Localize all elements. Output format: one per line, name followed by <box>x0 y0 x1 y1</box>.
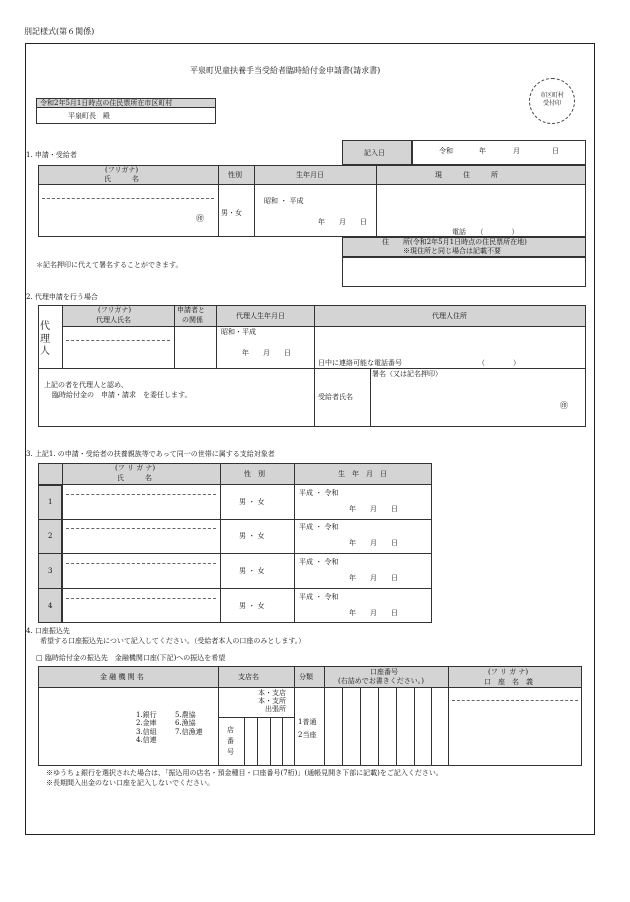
section2-heading: 2. 代理申請を行う場合 <box>26 293 98 301</box>
dependent-era[interactable]: 平成 ・ 令和 <box>299 523 339 531</box>
account-type-option[interactable]: 2当座 <box>298 731 317 740</box>
stamp-line1: 市区町村 <box>539 92 564 99</box>
agent-side-char: 人 <box>40 346 50 357</box>
holder-name-label: 口 座 名 義 <box>484 678 533 686</box>
dependent-furigana-divider <box>66 528 216 529</box>
branch-number-label <box>227 725 234 758</box>
account-type-list[interactable] <box>298 716 316 743</box>
recipient-name-label: 受給者氏名 <box>318 393 353 401</box>
agent-name-label: 代理人氏名 <box>96 316 131 324</box>
dependent-gender[interactable]: 男 ・ 女 <box>239 567 265 575</box>
prev-address-note: ※現住所と同じ場合は記載不要 <box>403 247 501 255</box>
account-type-option[interactable]: 1普通 <box>298 718 317 726</box>
dependent-furigana-divider <box>66 494 216 495</box>
bank-type-option[interactable]: 5.農協 <box>175 711 196 719</box>
dependents-name-label: 氏 名 <box>117 474 152 482</box>
dependent-gender[interactable]: 男 ・ 女 <box>239 498 265 506</box>
entry-date-era: 令和 <box>439 147 453 155</box>
bank-name-label: 金 融 機 関 名 <box>100 673 144 681</box>
form-title: 平泉町児童扶養手当受給者臨時給付金申請書(請求書) <box>190 66 381 75</box>
dependent-era[interactable]: 平成 ・ 令和 <box>299 558 339 566</box>
dependent-row-number: 1 <box>48 498 53 506</box>
dependent-ymd: 年 月 日 <box>349 574 398 582</box>
agent-furigana-label: (フリガナ) <box>98 306 132 314</box>
account-number-note: (右詰めでお書きください。) <box>338 677 424 685</box>
stamp-line2: 受付印 <box>542 100 561 108</box>
section4-heading: 4. 口座振込先 <box>26 627 70 635</box>
agent-side-char: 理 <box>40 333 50 345</box>
applicant-birth-ymd: 年 月 日 <box>318 218 367 226</box>
reception-stamp <box>529 78 575 124</box>
delegate-line2[interactable]: 臨時給付金の 申請・請求 を委任します。 <box>52 391 192 399</box>
dependent-era[interactable]: 平成 ・ 令和 <box>299 489 339 497</box>
bank-type-option[interactable]: 3.信組 <box>136 727 157 736</box>
agent-header-row <box>62 305 586 327</box>
delegate-line1: 上記の者を代理人と認め、 <box>44 381 128 389</box>
agent-phone-field[interactable]: （ ） <box>478 359 520 367</box>
agent-side-label <box>40 321 50 359</box>
bank-type-option[interactable]: 7.信漁連 <box>175 727 203 736</box>
dependent-ymd: 年 月 日 <box>349 539 398 547</box>
bank-type-option[interactable]: 2.金庫 <box>136 719 157 728</box>
applicant-gender-options[interactable]: 男・女 <box>221 209 242 217</box>
agent-birth-ymd: 年 月 日 <box>242 349 291 357</box>
branch-number-char: 店 <box>227 726 234 734</box>
section1-heading: 1. 申請・受給者 <box>26 151 77 159</box>
furigana-divider <box>42 198 214 199</box>
applicant-seal: ㊞ <box>196 214 204 223</box>
bank-type-option[interactable]: 6.漁協 <box>175 719 196 728</box>
applicant-address-label: 現 住 所 <box>435 171 498 179</box>
agent-birth-eras[interactable]: 昭和・平成 <box>221 328 256 336</box>
bank-type-list-1[interactable] <box>136 711 157 745</box>
dependent-gender[interactable]: 男 ・ 女 <box>239 532 265 540</box>
account-type-label: 分類 <box>299 673 313 681</box>
section4-instruction: 希望する口座振込先について記入してください。（受給者本人の口座のみとします。） <box>40 637 306 645</box>
entry-date-year: 年 <box>479 147 486 155</box>
holder-furigana-divider <box>452 700 578 701</box>
applicant-phone[interactable]: 電話 （ ） <box>452 228 519 236</box>
applicant-furigana-label: (フリガナ) <box>105 166 139 174</box>
dependent-furigana-divider <box>66 598 216 599</box>
agent-address-label: 代理人住所 <box>432 312 467 320</box>
addressee-value[interactable]: 平泉町長 殿 <box>68 112 110 120</box>
bank-transfer-checkbox[interactable]: □ 臨時給付金の振込先 金融機関口座(下記)への振込を希望 <box>36 654 226 662</box>
entry-date-month: 月 <box>513 147 520 155</box>
dependents-gender-label: 性 別 <box>244 470 265 478</box>
branch-type-option[interactable]: 本・支店 <box>258 689 286 697</box>
applicant-gender-label: 性別 <box>228 171 242 179</box>
dependent-gender[interactable]: 男 ・ 女 <box>239 602 265 610</box>
dependent-furigana-divider <box>66 563 216 564</box>
addressee-label: 令和2年5月1日時点の住民票所在市区町村 <box>40 99 173 107</box>
branch-type-option[interactable]: 本・支所 <box>258 697 286 706</box>
entry-date-day: 日 <box>552 147 559 155</box>
yucho-note: ※ゆうちょ銀行を選択された場合は、「振込用の店名・預金種目・口座番号(7桁)」(通帳見開き下部に記載)をご記入ください。 <box>46 769 443 777</box>
agent-side-char: 代 <box>40 321 50 332</box>
agent-relation-label: 申請者と <box>177 306 205 314</box>
agent-furigana-divider <box>66 340 170 341</box>
account-number-label: 口座番号 <box>370 668 398 676</box>
dependent-ymd: 年 月 日 <box>349 609 398 617</box>
section3-heading: 3. 上記1. の申請・受給者の扶養親族等であって同一の世帯に属する支給対象者 <box>26 450 275 458</box>
applicant-birthdate-label: 生年月日 <box>296 171 324 179</box>
agent-relation-label2: の関係 <box>182 316 203 324</box>
recipient-seal: ㊞ <box>560 401 568 410</box>
dependent-row-number: 3 <box>48 567 53 575</box>
dependents-birthdate-label: 生 年 月 日 <box>338 470 387 478</box>
dependent-era[interactable]: 平成 ・ 令和 <box>299 593 339 601</box>
applicant-name-label: 氏 名 <box>104 175 139 183</box>
bank-type-option[interactable]: 1.銀行 <box>136 711 157 719</box>
branch-number-char: 号 <box>227 747 234 756</box>
branch-number-char: 番 <box>227 736 234 745</box>
prev-address-field[interactable] <box>342 257 586 287</box>
branch-type-list[interactable] <box>258 689 286 713</box>
branch-type-option[interactable]: 出張所 <box>265 705 286 714</box>
agent-birthdate-label: 代理人生年月日 <box>236 312 285 320</box>
form-number: 別記様式(第６関係) <box>24 27 95 36</box>
dependent-row-number: 4 <box>48 602 53 610</box>
agent-phone-label: 日中に連絡可能な電話番号 <box>318 359 402 367</box>
prev-address-label: 住 所(令和2年5月1日時点の住民票所在地) <box>382 238 527 246</box>
branch-label: 支店名 <box>238 673 259 681</box>
signature-note: ＊記名押印に代えて署名することができます。 <box>36 261 183 269</box>
applicant-birth-eras[interactable]: 昭和 ・ 平成 <box>264 197 304 205</box>
bank-type-list-2[interactable] <box>175 711 203 736</box>
dormant-account-note: ※長期間入出金のない口座を記入しないでください。 <box>46 779 214 787</box>
entry-date-label: 記入日 <box>364 149 385 157</box>
bank-type-option[interactable]: 4.信連 <box>136 736 157 745</box>
dependent-row-number: 2 <box>48 532 53 540</box>
recipient-signature-label: 署名（又は記名押印） <box>372 370 442 378</box>
dependent-ymd: 年 月 日 <box>349 505 398 513</box>
holder-furigana-label: (フ リ ガ ナ) <box>488 668 529 676</box>
dependents-furigana-label: (フ リ ガ ナ) <box>115 464 156 472</box>
